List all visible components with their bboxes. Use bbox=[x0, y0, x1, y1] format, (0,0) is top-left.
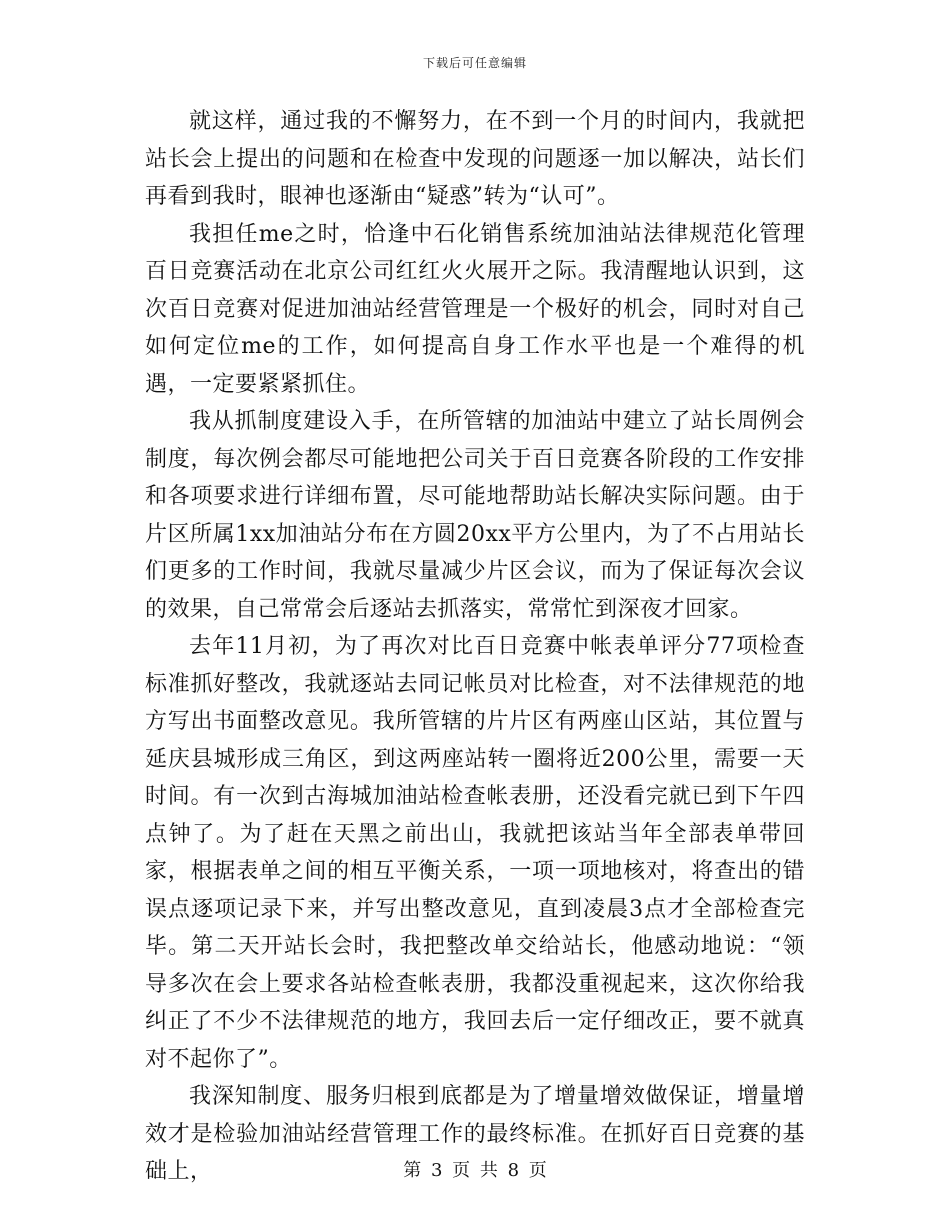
paragraph-5: 我深知制度、服务归根到底都是为了增量增效做保证，增量增效才是检验加油站经营管理工作的最终标准。在抓好百日竞赛的基础上， bbox=[145, 1084, 805, 1184]
page-footer: 第 3 页 共 8 页 bbox=[403, 1160, 547, 1181]
paragraph-4: 去年11月初，为了再次对比百日竞赛中帐表单评分77项检查标准抓好整改，我就逐站去同记帐员对比检查，对不法律规范的地方写出书面整改意见。我所管辖的片片区有两座山区站，其位置与延庆县城形成三角区，到这两座站转一圈将近200公里，需要一天时间。有一次到古海城加油站检查帐表册，还没看完就已到下午四点钟了。为了赶在天黑之前出山，我就把该站当年全部表单带回家，根据表单之间的相互平衡关系，一项一项地核对，将查出的错误点逐项记录下来，并写出整改意见，直到凌晨3点才全部检查完毕。第二天开站长会时，我把整改单交给站长，他感动地说：“领导多次在会上要求各站检查帐表册，我都没重视起来，这次你给我纠正了不少不法律规范的地方，我回去后一定仔细改正，要不就真对不起你了”。 bbox=[145, 634, 805, 1072]
page-header: 下载后可任意编辑 bbox=[422, 56, 527, 70]
document-body bbox=[145, 103, 805, 1191]
paragraph-2: 我担任me之时，恰逢中石化销售系统加油站法律规范化管理百日竞赛活动在北京公司红红火火展开之际。我清醒地认识到，这次百日竞赛对促进加油站经营管理是一个极好的机会，同时对自己如何定位me的工作，如何提高自身工作水平也是一个难得的机遇，一定要紧紧抓住。 bbox=[145, 221, 805, 397]
paragraph-1: 就这样，通过我的不懈努力，在不到一个月的时间内，我就把站长会上提出的问题和在检查中发现的问题逐一加以解决，站长们再看到我时，眼神也逐渐由“疑惑”转为“认可”。 bbox=[145, 109, 805, 209]
paragraph-3: 我从抓制度建设入手，在所管辖的加油站中建立了站长周例会制度，每次例会都尽可能地把公司关于百日竞赛各阶段的工作安排和各项要求进行详细布置，尽可能地帮助站长解决实际问题。由于片区所属1xx加油站分布在方圆20xx平方公里内，为了不占用站长们更多的工作时间，我就尽量减少片区会议，而为了保证每次会议的效果，自己常常会后逐站去抓落实，常常忙到深夜才回家。 bbox=[145, 409, 805, 622]
